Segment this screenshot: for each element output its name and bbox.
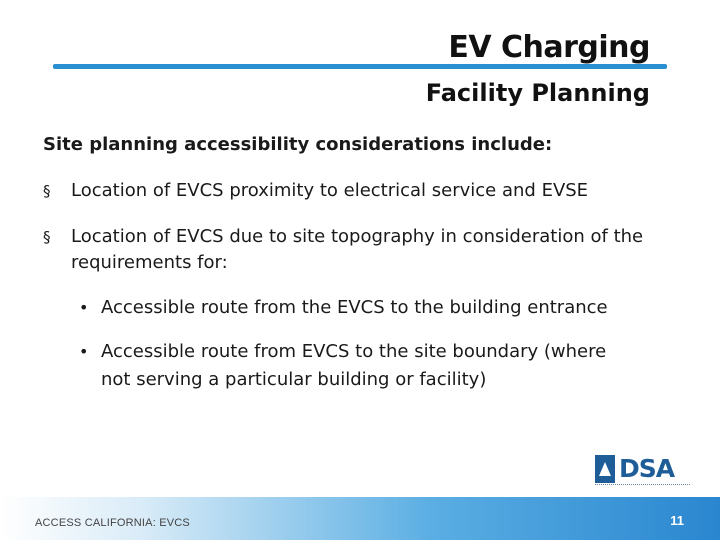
sub-bullet-text: Accessible route from EVCS to the site boundary (where not serving a particular building or facility) — [101, 341, 607, 390]
slide-title: EV Charging — [448, 30, 650, 65]
logo-tagline-rule — [595, 484, 690, 489]
footer-text: ACCESS CALIFORNIA: EVCS — [35, 517, 190, 529]
bullet-text: Location of EVCS proximity to electrical service and EVSE — [71, 180, 589, 201]
sub-bullet-item — [43, 294, 621, 322]
sub-bullet-marker: • — [79, 342, 89, 361]
slide-body — [43, 134, 683, 410]
bullet-marker: § — [43, 228, 51, 246]
sub-bullet-marker: • — [79, 298, 89, 317]
sub-bullet-text: Accessible route from the EVCS to the building entrance — [101, 297, 608, 318]
sub-bullet-item — [43, 338, 621, 394]
bullet-item — [43, 224, 683, 276]
bullet-text: Location of EVCS due to site topography in consideration of the requirements for: — [71, 226, 644, 273]
bullet-item — [43, 178, 683, 204]
page-number: 11 — [670, 513, 684, 528]
intro-text: Site planning accessibility considerations include: — [43, 134, 553, 155]
dsa-logo — [595, 455, 690, 491]
bullet-marker: § — [43, 182, 51, 200]
compass-icon — [595, 455, 615, 483]
logo-text: DSA — [619, 454, 675, 483]
slide-subtitle: Facility Planning — [425, 79, 650, 107]
